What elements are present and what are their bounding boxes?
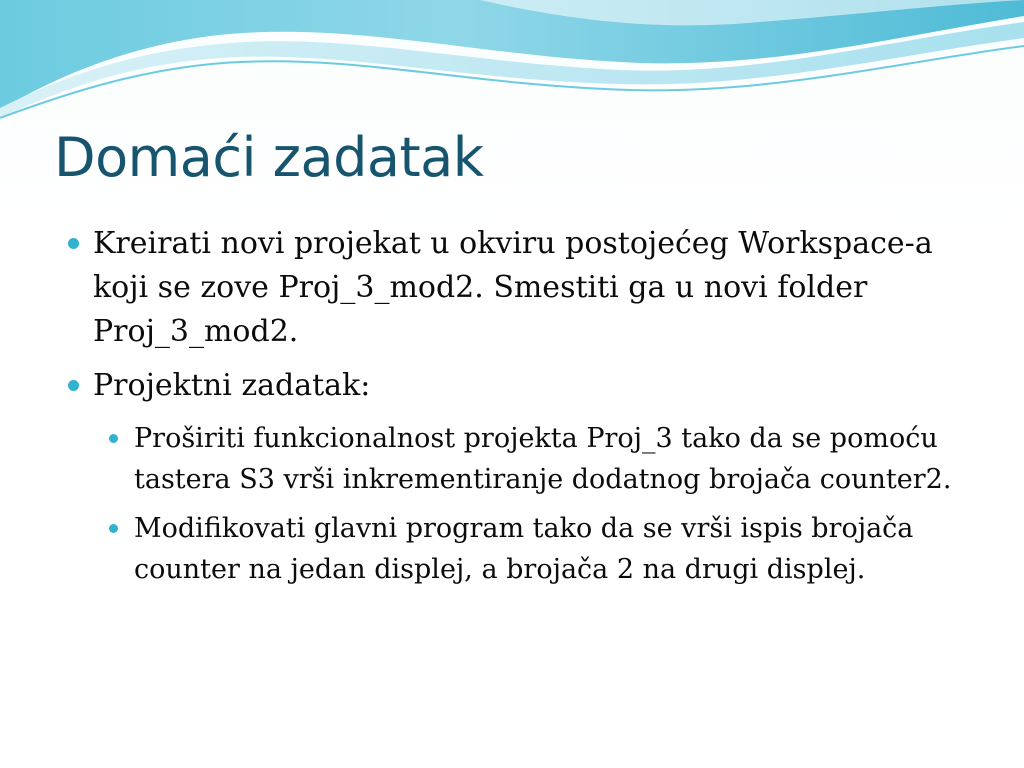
list-item [60,222,980,354]
sub-list-item-text: Modifikovati glavni program tako da se vrši ispis brojača counter na jedan displej, a brojača 2 na drugi displej. [134,513,914,585]
page-title: Domaći zadatak [54,126,484,189]
bullet-icon [68,380,79,391]
header-wave-decoration [0,0,1024,130]
list-item-text: Projektni zadatak: [93,368,371,403]
sub-list-item [60,418,980,500]
list-item [60,364,980,408]
bullet-icon [68,238,79,249]
bullet-list [60,222,980,598]
list-item-text: Kreirati novi projekat u okviru postojećeg Workspace-a koji se zove Proj_3_mod2. Smestiti ga u novi folder Proj_3_mod2. [93,226,933,349]
sub-list-item-text: Proširiti funkcionalnost projekta Proj_3 tako da se pomoću tastera S3 vrši inkrementiranje dodatnog brojača counter2. [134,423,952,495]
sub-list-item [60,508,980,590]
bullet-icon [109,524,118,533]
bullet-icon [109,434,118,443]
